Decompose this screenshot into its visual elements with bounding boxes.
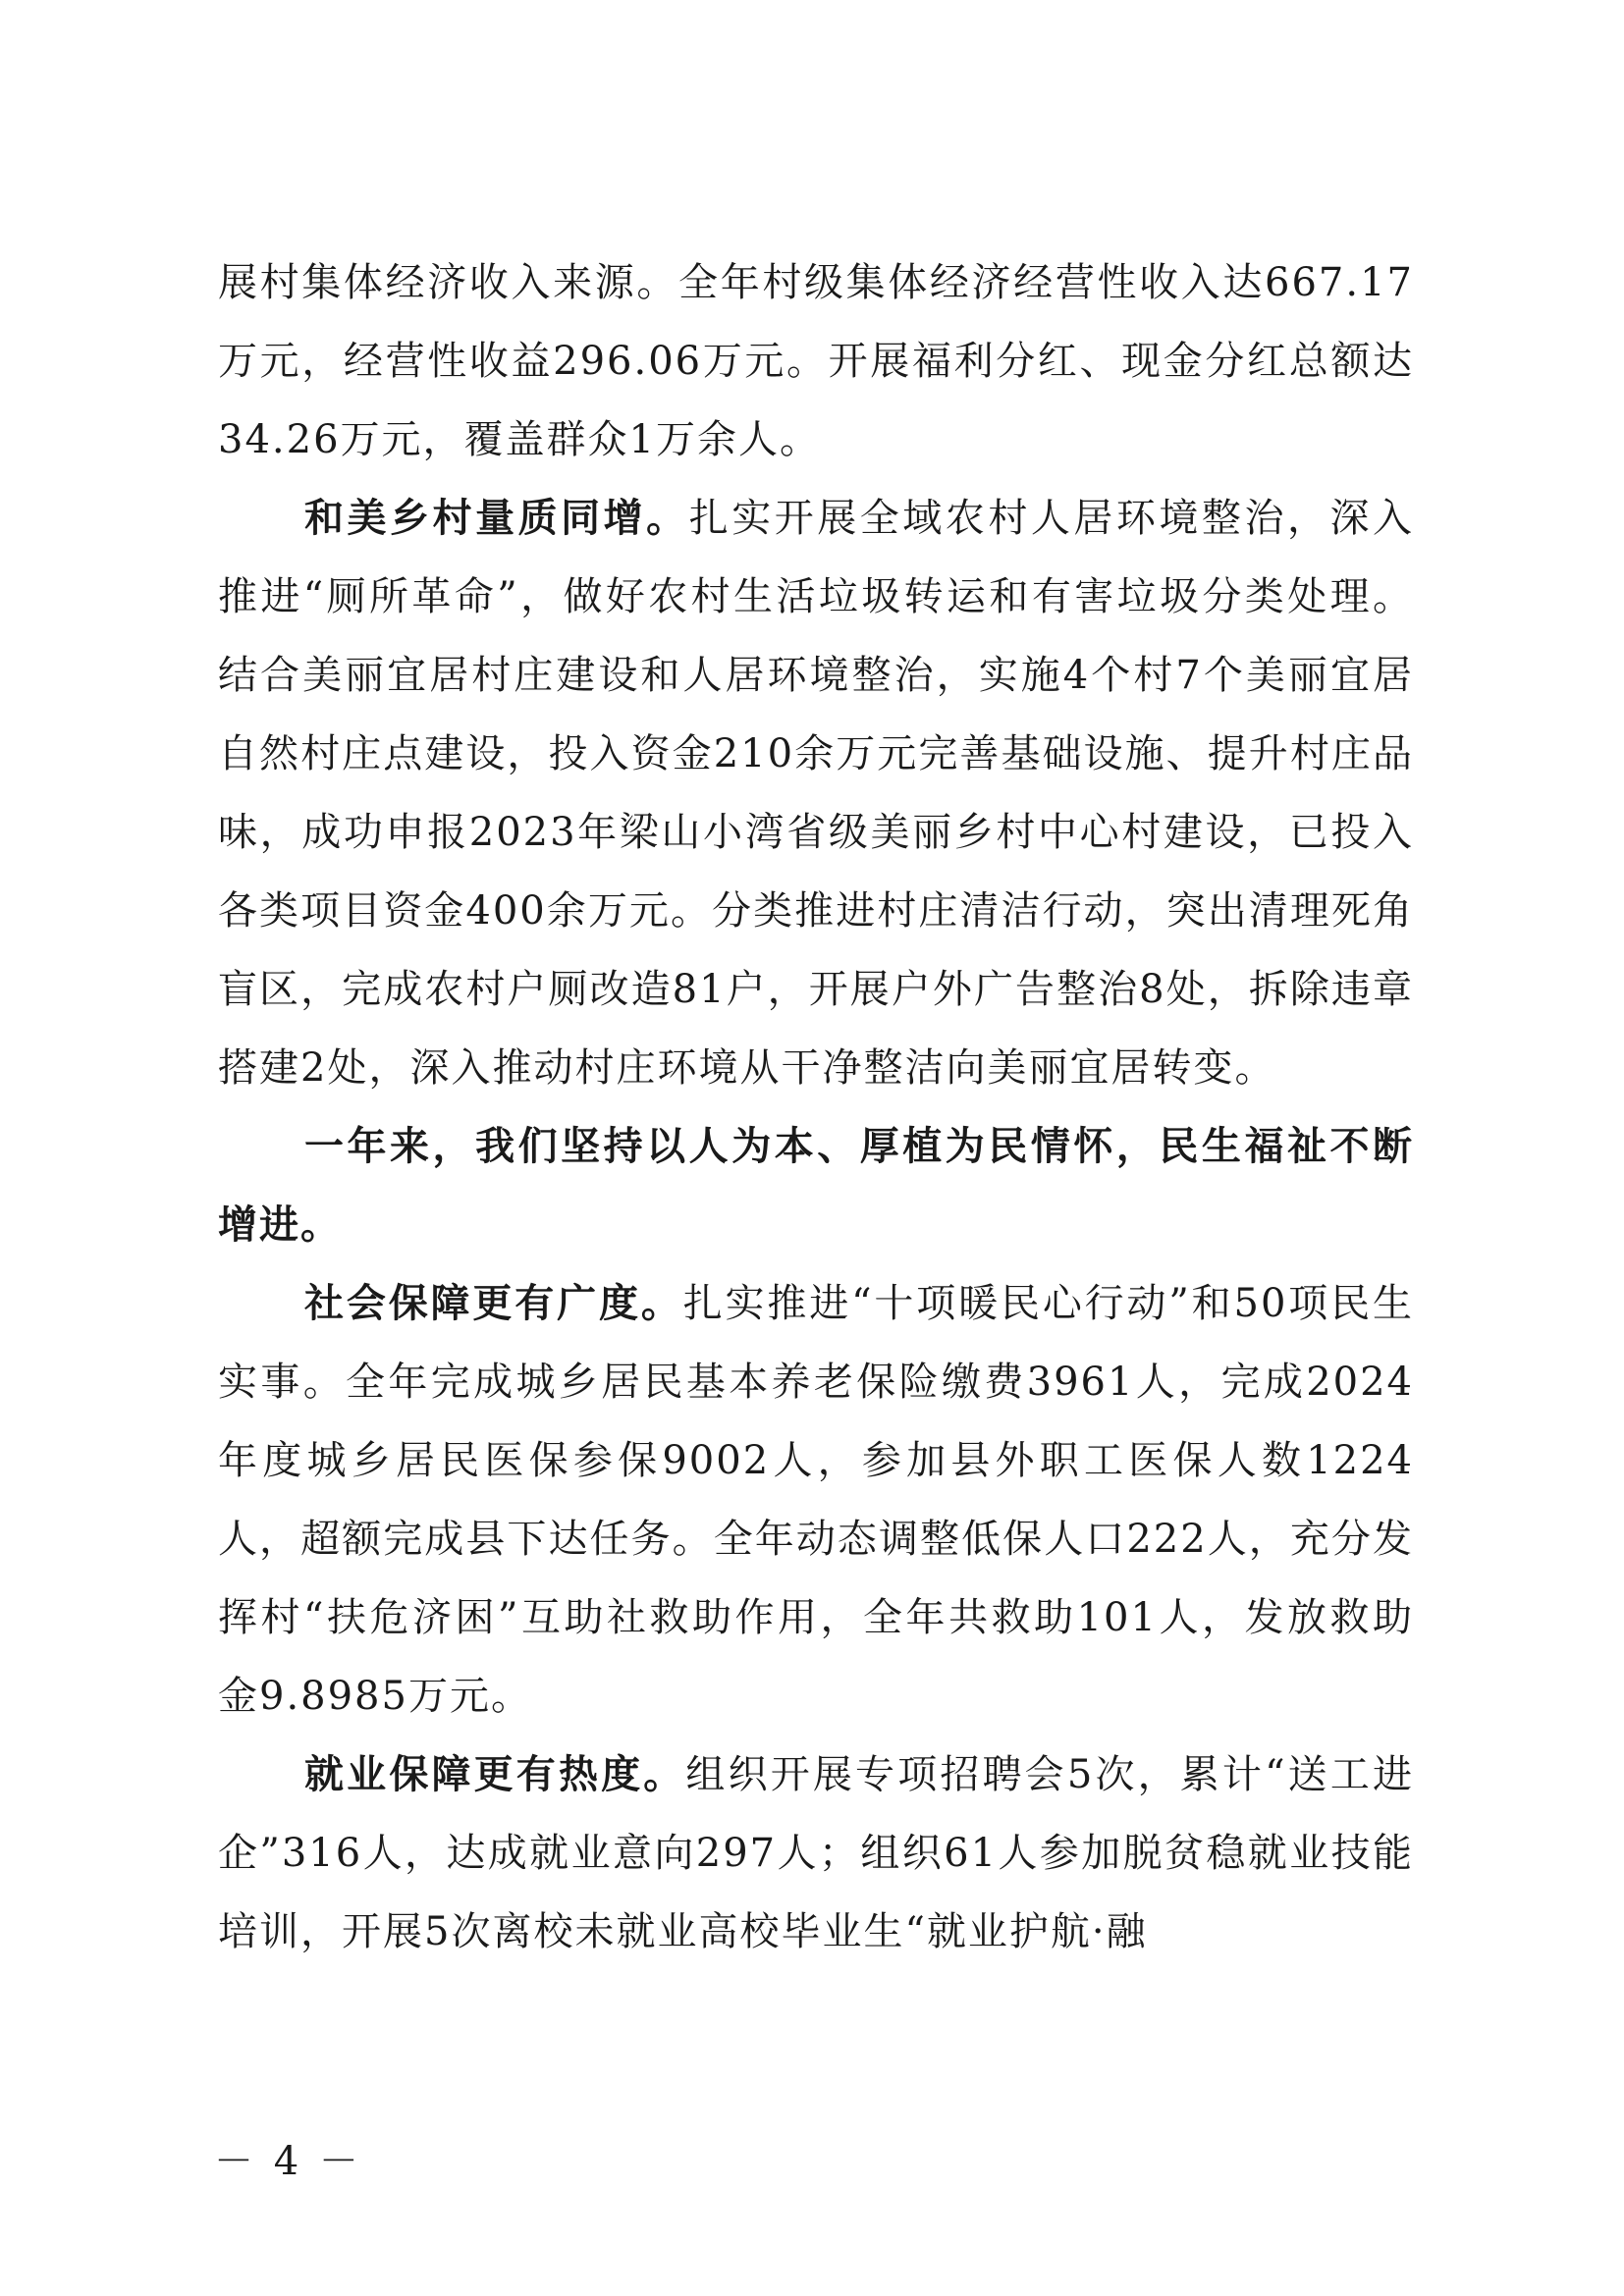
paragraph-lead: 社会保障更有广度。 <box>304 1281 683 1326</box>
document-body <box>218 243 1414 1971</box>
paragraph-lead: 就业保障更有热度。 <box>304 1752 686 1797</box>
paragraph-text: 扎实推进“十项暖民心行动”和50项民生实事。全年完成城乡居民基本养老保险缴费3961人，完成2024年度城乡居民医保参保9002人，参加县外职工医保人数1224人，超额完成县下达任务。全年动态调整低保人口222人，充分发挥村“扶危济困”互助社救助作用，全年共救助101人，发放救助金9.8985万元。 <box>218 1281 1415 1719</box>
paragraph-collective-income <box>218 243 1414 479</box>
paragraph-text: 扎实开展全域农村人居环境整治，深入推进“厕所革命”，做好农村生活垃圾转运和有害垃圾分类处理。结合美丽宜居村庄建设和人居环境整治，实施4个村7个美丽宜居自然村庄点建设，投入资金210余万元完善基础设施、提升村庄品味，成功申报2023年梁山小湾省级美丽乡村中心村建设，已投入各类项目资金400余万元。分类推进村庄清洁行动，突出清理死角盲区，完成农村户厕改造81户，开展户外广告整治8处，拆除违章搭建2处，深入推动村庄环境从干净整洁向美丽宜居转变。 <box>218 496 1415 1091</box>
page-number: － 4 － <box>214 2139 362 2184</box>
paragraph-beautiful-village <box>218 479 1414 1107</box>
section-heading: 一年来，我们坚持以人为本、厚植为民情怀，民生福祉不断增进。 <box>218 1124 1414 1248</box>
paragraph-text: 组织开展专项招聘会5次，累计“送工进企”316人，达成就业意向297人；组织61人参加脱贫稳就业技能培训，开展5次离校未就业高校毕业生“就业护航·融 <box>218 1752 1414 1954</box>
paragraph-text: 展村集体经济收入来源。全年村级集体经济经营性收入达667.17万元，经营性收益296.06万元。开展福利分红、现金分红总额达34.26万元，覆盖群众1万余人。 <box>218 260 1414 462</box>
paragraph-social-security <box>218 1264 1414 1735</box>
paragraph-employment <box>218 1735 1414 1971</box>
paragraph-lead: 和美乡村量质同增。 <box>304 496 689 541</box>
